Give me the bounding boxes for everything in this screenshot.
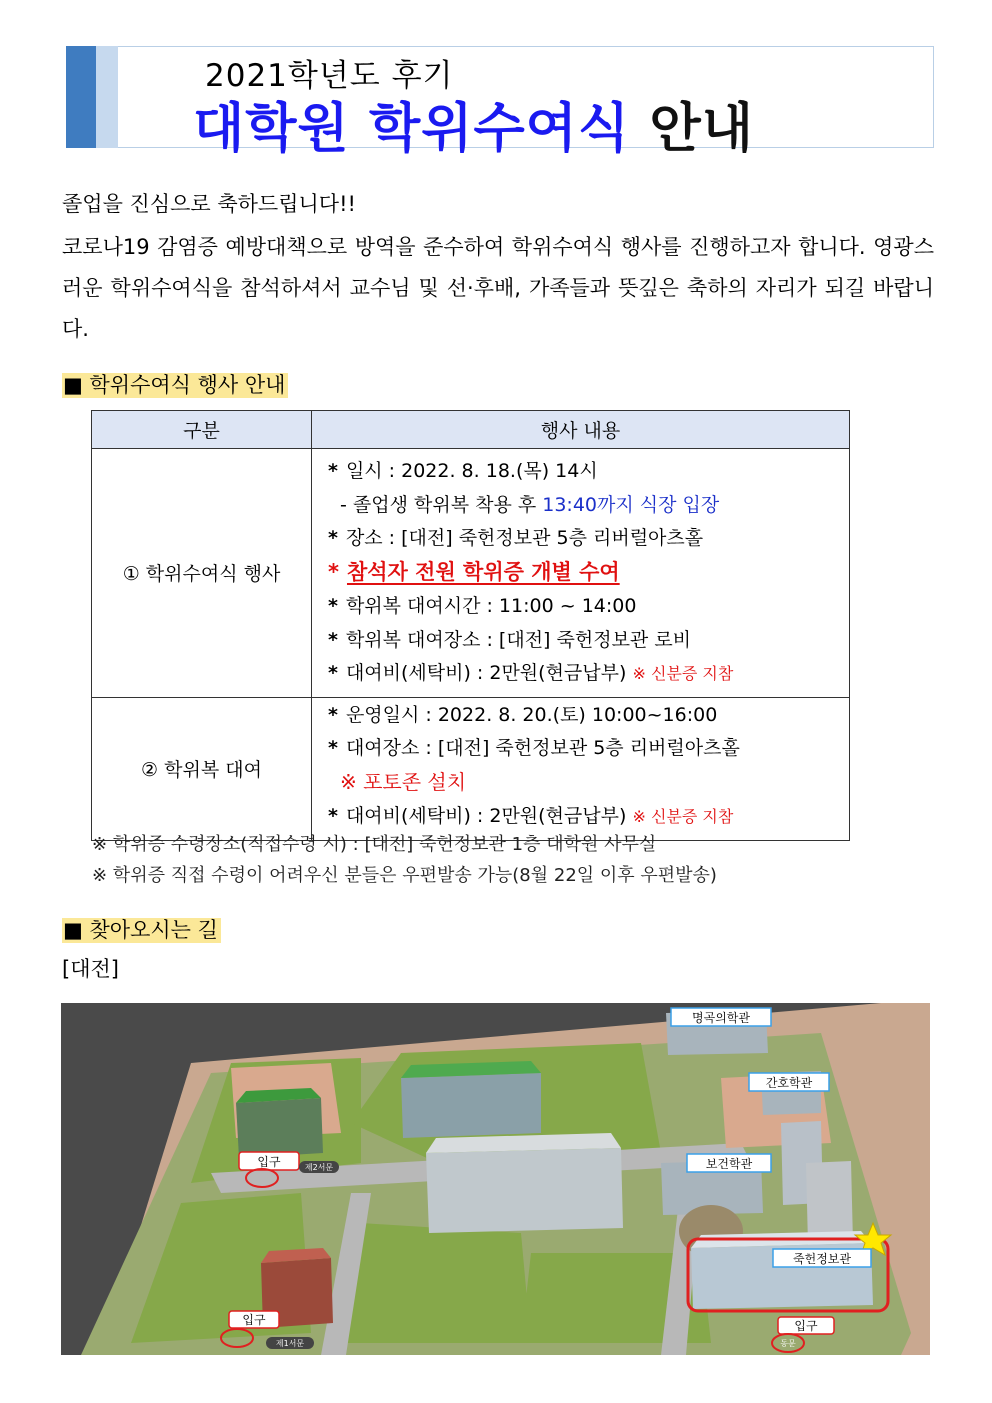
svg-text:동문: 동문 <box>780 1339 796 1348</box>
table-header-row <box>92 411 850 449</box>
row-content <box>312 449 850 698</box>
svg-text:제1서문: 제1서문 <box>275 1339 305 1348</box>
header-category: 구분 <box>92 411 312 449</box>
id-note: ※ 신분증 지참 <box>632 664 734 683</box>
row-category: ① 학위수여식 행사 <box>92 449 312 698</box>
svg-text:입구: 입구 <box>257 1155 281 1169</box>
greeting-text: 졸업을 진심으로 축하드립니다!! <box>62 192 356 216</box>
award-notice: 참석자 전원 학위증 개별 수여 <box>346 559 620 584</box>
note-pickup: ※ 학위증 수령장소(직접수령 시) : [대전] 죽헌정보관 1층 대학원 사무실 <box>92 834 657 855</box>
page-title-blue: 대학원 학위수여식 <box>193 98 631 159</box>
section-heading-directions: ■ 찾아오시는 길 <box>62 918 221 943</box>
list-item: * 대여비(세탁비) : 2만원(현금납부) ※ 신분증 지참 <box>328 662 734 684</box>
campus-map-illustration <box>61 1003 930 1355</box>
list-item: * 장소 : [대전] 죽헌정보관 5층 리버럴아츠홀 <box>328 527 704 549</box>
svg-text:명곡의학관: 명곡의학관 <box>692 1011 750 1025</box>
title-accent-bar-light <box>96 46 118 148</box>
campus-map <box>61 1003 930 1355</box>
title-accent-bar <box>66 46 96 148</box>
event-table <box>91 410 850 841</box>
page-subtitle: 2021학년도 후기 <box>205 58 454 94</box>
section-heading-ceremony: ■ 학위수여식 행사 안내 <box>62 373 288 398</box>
intro-paragraph: 코로나19 감염증 예방대책으로 방역을 준수하여 학위수여식 행사를 진행하고자 합니다. 영광스러운 학위수여식을 참석하셔서 교수님 및 선·후배, 가족들과 뜻깊은 축하의 자리가 되길 바랍니다. <box>62 235 934 341</box>
page-title-black: 안내 <box>649 98 754 159</box>
list-item: - 졸업생 학위복 착용 후 13:40까지 식장 입장 <box>340 493 720 516</box>
list-item: * 학위복 대여장소 : [대전] 죽헌정보관 로비 <box>328 628 692 651</box>
svg-text:입구: 입구 <box>242 1313 266 1327</box>
table-row <box>92 697 850 840</box>
photozone-note: ※ 포토존 설치 <box>340 769 467 794</box>
svg-text:입구: 입구 <box>794 1319 818 1333</box>
header-content: 행사 내용 <box>312 411 850 449</box>
entry-time-highlight: 13:40까지 식장 입장 <box>542 493 720 516</box>
list-item: * 대여비(세탁비) : 2만원(현금납부) ※ 신분증 지참 <box>328 805 734 827</box>
svg-text:제2서문: 제2서문 <box>304 1163 334 1172</box>
label-jukheon <box>773 1249 871 1267</box>
list-item: * 학위복 대여시간 : 11:00 ~ 14:00 <box>328 595 637 617</box>
svg-text:간호학관: 간호학관 <box>765 1076 813 1090</box>
row-content <box>312 697 850 840</box>
svg-text:보건학관: 보건학관 <box>705 1157 753 1171</box>
list-item <box>328 766 849 801</box>
label-health <box>687 1154 771 1172</box>
region-label: [대전] <box>62 957 119 981</box>
list-item-highlight: * 참석자 전원 학위증 개별 수여 <box>328 559 620 584</box>
page-title <box>193 86 754 162</box>
row-category: ② 학위복 대여 <box>92 697 312 840</box>
list-item: * 운영일시 : 2022. 8. 20.(토) 10:00~16:00 <box>328 703 718 726</box>
list-item: * 일시 : 2022. 8. 18.(목) 14시 <box>328 460 598 482</box>
table-row <box>92 449 850 698</box>
label-myeonggok <box>671 1008 771 1026</box>
id-note: ※ 신분증 지참 <box>632 807 734 826</box>
list-item: * 대여장소 : [대전] 죽헌정보관 5층 리버럴아츠홀 <box>328 737 740 759</box>
note-mail: ※ 학위증 직접 수령이 어려우신 분들은 우편발송 가능(8월 22일 이후 우편발송) <box>92 865 717 886</box>
label-nursing <box>749 1073 829 1091</box>
svg-text:죽헌정보관: 죽헌정보관 <box>793 1252 851 1266</box>
